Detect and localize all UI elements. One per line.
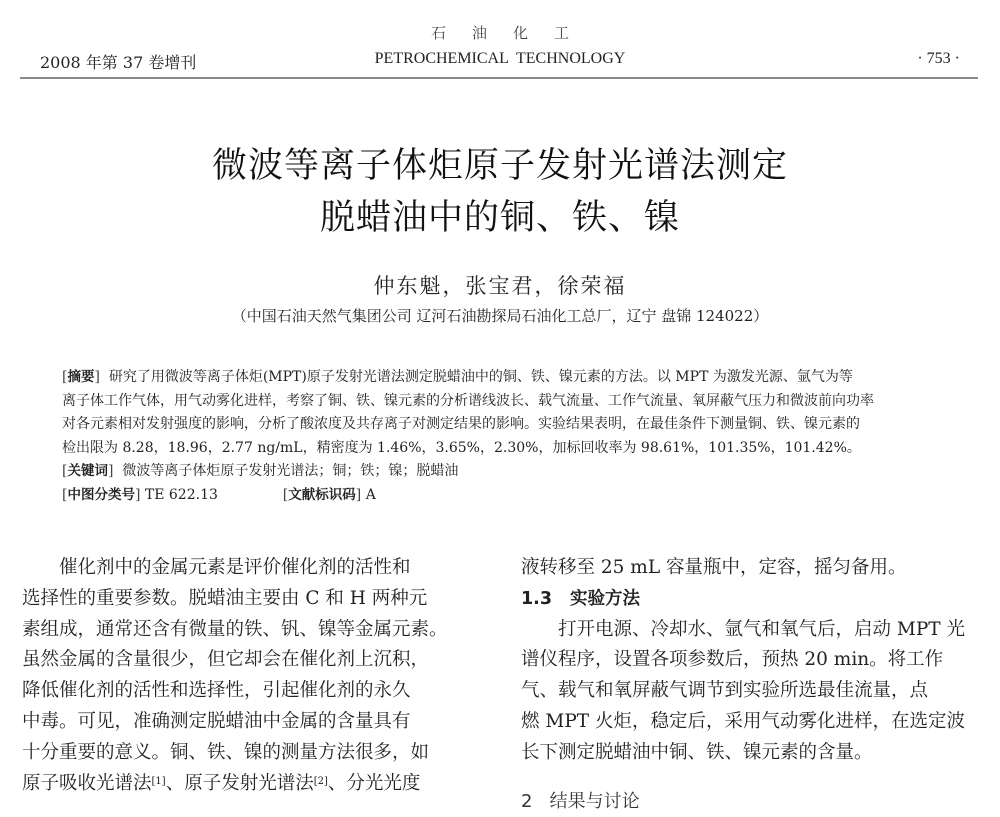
next-section-heading-partial: 2 结果与讨论 [521, 790, 640, 812]
clc-value: TE 622.13 [144, 486, 218, 503]
body-line: 选择性的重要参数。脱蜡油主要由 C 和 H 两种元 [22, 587, 428, 609]
affiliation: （中国石油天然气集团公司 辽河石油勘探局石油化工总厂，辽宁 盘锦 124022） [231, 307, 769, 325]
citation-ref-2[interactable]: [2] [313, 775, 328, 787]
abstract-block [62, 366, 942, 507]
body-line-with-citations: 原子吸收光谱法[1]、原子发射光谱法[2]、分光光度 [22, 772, 421, 794]
section-title: 实验方法 [570, 588, 641, 609]
keywords-row: [关键词] 微波等离子体炬原子发射光谱法；铜；铁；镍；脱蜡油 [62, 463, 459, 479]
authors: 仲东魁，张宝君，徐荣福 [373, 274, 627, 298]
doc-code-value: A [365, 486, 376, 503]
body-line: 虽然金属的含量很少，但它却会在催化剂上沉积， [22, 649, 430, 671]
abstract-line: 检出限为 8.28，18.96，2.77 ng/mL，精密度为 1.46%，3.65%，2.30%，加标回收率为 98.61%，101.35%，101.42%。 [62, 439, 861, 456]
body-line: 谱仪程序，设置各项参数后，预热 20 min。将工作 [521, 649, 944, 671]
header-divider [20, 77, 978, 79]
abstract-label: 摘要 [67, 369, 95, 385]
body-line: 中毒。可见，准确测定脱蜡油中金属的含量具有 [22, 710, 411, 732]
body-line: 气、载气和氧屏蔽气调节到实验所选最佳流量，点 [521, 680, 929, 702]
issue-info: 2008 年第 37 卷增刊 [40, 53, 197, 72]
abstract-text: 研究了用微波等离子体炬(MPT)原子发射光谱法测定脱蜡油中的铜、铁、镍元素的方法。以 MPT 为激发光源、氩气为等 [108, 369, 853, 385]
body-line: 催化剂中的金属元素是评价催化剂的活性和 [59, 557, 411, 578]
section-heading [521, 584, 981, 615]
article-title-line-1: 微波等离子体炬原子发射光谱法测定 [211, 146, 788, 186]
body-line: 燃 MPT 火炬，稳定后，采用气动雾化进样，在选定波 [521, 710, 965, 732]
classification-row: [中图分类号] TE 622.13 [文献标识码] A [62, 486, 376, 503]
journal-name-english: PETROCHEMICAL TECHNOLOGY [374, 50, 626, 67]
citation-ref-1[interactable]: [1] [151, 775, 166, 787]
keywords-label: 关键词 [67, 463, 108, 479]
doc-code-label: 文献标识码 [288, 486, 356, 503]
body-left-column [22, 553, 482, 799]
body-line: 素组成，通常还含有微量的铁、钒、镍等金属元素。 [22, 618, 448, 640]
clc-label: 中图分类号 [67, 486, 135, 503]
body-right-column [521, 553, 981, 812]
article-title-line-2: 脱蜡油中的铜、铁、镍 [319, 198, 680, 238]
keywords-value: 微波等离子体炬原子发射光谱法；铜；铁；镍；脱蜡油 [122, 463, 459, 479]
body-line: 液转移至 25 mL 容量瓶中，定容，摇匀备用。 [521, 557, 907, 578]
body-line: 打开电源、冷却水、氩气和氧气后，启动 MPT 光 [558, 618, 965, 640]
section-number: 1.3 [521, 588, 553, 609]
journal-name-chinese: 石油化工 [430, 24, 595, 42]
body-line: 降低催化剂的活性和选择性，引起催化剂的永久 [22, 680, 411, 702]
abstract-line: [摘要] 研究了用微波等离子体炬(MPT)原子发射光谱法测定脱蜡油中的铜、铁、镍元素的方法。以 MPT 为激发光源、氩气为等 [62, 369, 853, 385]
abstract-line: 对各元素相对发射强度的影响，分析了酸浓度及共存离子对测定结果的影响。实验结果表明，在最佳条件下测量铜、铁、镍元素的 [62, 416, 860, 432]
body-line: 十分重要的意义。铜、铁、镍的测量方法很多，如 [22, 741, 430, 763]
abstract-line: 离子体工作气体，用气动雾化进样，考察了铜、铁、镍元素的分析谱线波长、载气流量、工作气流量、氧屏蔽气压力和微波前向功率 [62, 392, 874, 409]
page-number: · 753 · [917, 50, 960, 67]
body-line: 长下测定脱蜡油中铜、铁、镍元素的含量。 [521, 741, 873, 763]
